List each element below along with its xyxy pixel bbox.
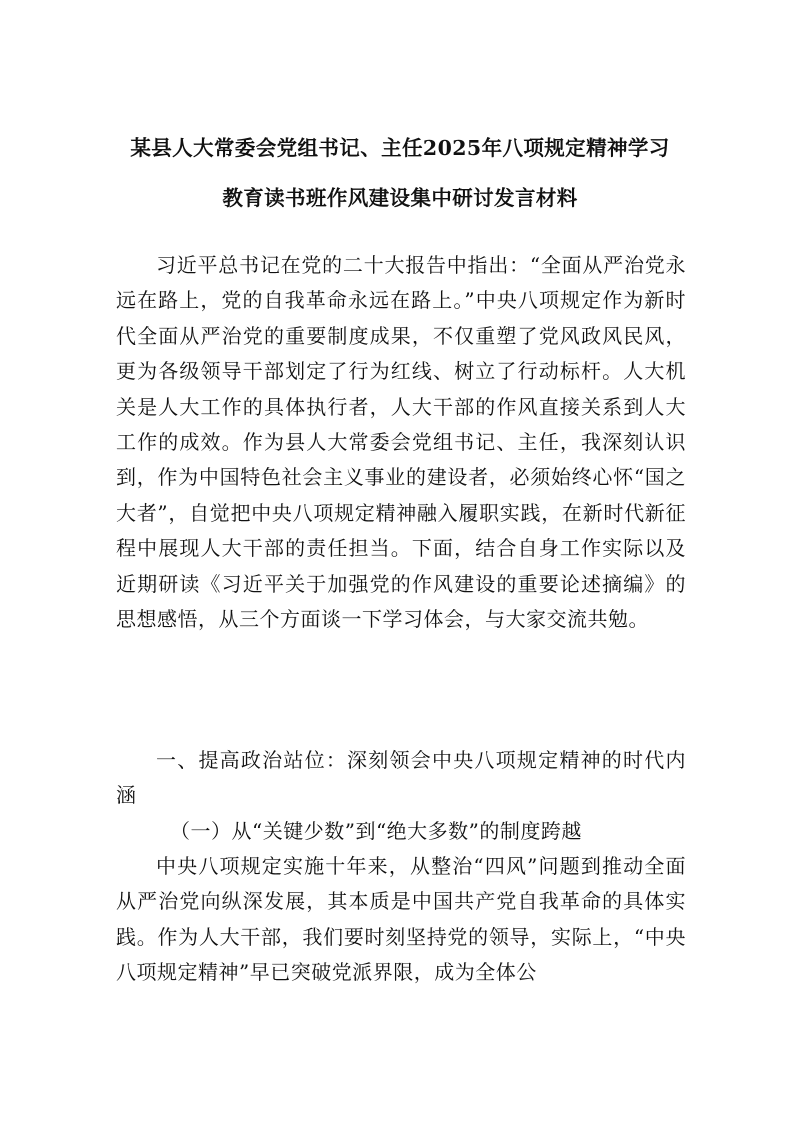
- body-paragraph-1-1: 中央八项规定实施十年来，从整治“四风”问题到推动全面从严治党向纵深发展，其本质是中国共产党自我革命的具体实践。作为人大干部，我们要时刻坚持党的领导，实际上，“中央八项规定精神”早已突破党派界限，成为全体公: [116, 854, 686, 985]
- subsection-heading-1-1: （一）从“关键少数”到“绝大多数”的制度跨越: [170, 819, 582, 843]
- section-heading-1: 一、提高政治站位：深刻领会中央八项规定精神的时代内涵: [116, 748, 686, 808]
- document-title-line-1: 某县人大常委会党组书记、主任2025年八项规定精神学习: [130, 136, 670, 160]
- intro-paragraph: 习近平总书记在党的二十大报告中指出：“全面从严治党永远在路上，党的自我革命永远在路上。”中央八项规定作为新时代全面从严治党的重要制度成果，不仅重塑了党风政风民风，更为各级领导干部划定了行为红线、树立了行动标杆。人大机关是人大工作的具体执行者，人大干部的作风直接关系到人大工作的成效。作为县人大常委会党组书记、主任，我深刻认识到，作为中国特色社会主义事业的建设者，必须始终心怀“国之大者”，自觉把中央八项规定精神融入履职实践，在新时代新征程中展现人大干部的责任担当。下面，结合自身工作实际以及近期研读《习近平关于加强党的作风建设的重要论述摘编》的思想感悟，从三个方面谈一下学习体会，与大家交流共勉。: [116, 253, 686, 632]
- document-title-line-2: 教育读书班作风建设集中研讨发言材料: [222, 186, 578, 210]
